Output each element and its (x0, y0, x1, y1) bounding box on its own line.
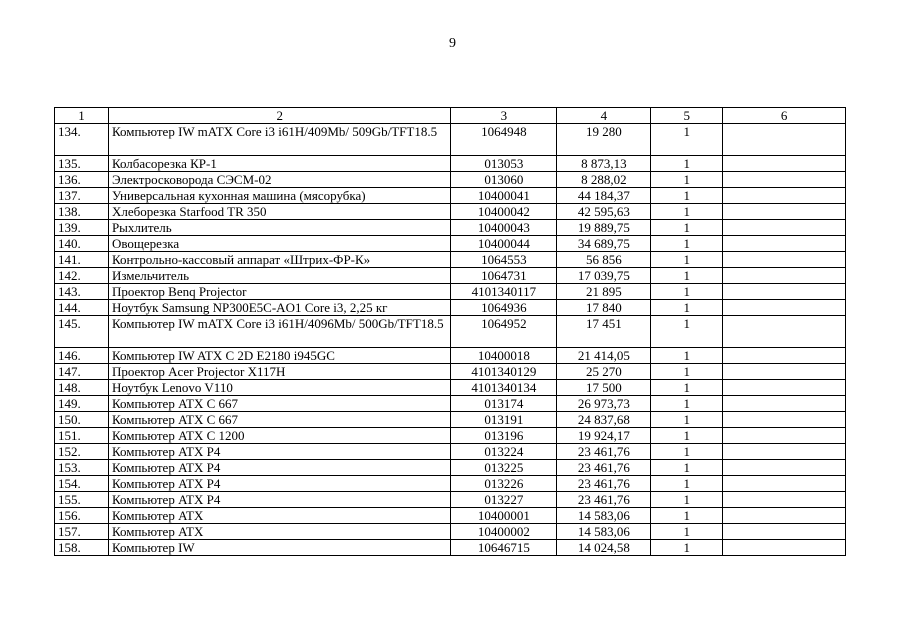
item-quantity: 1 (651, 204, 723, 220)
inventory-code: 4101340117 (451, 284, 557, 300)
row-number: 135. (55, 156, 109, 172)
inventory-code: 013226 (451, 476, 557, 492)
row-number: 146. (55, 348, 109, 364)
table-row (55, 364, 846, 380)
item-note (723, 220, 846, 236)
item-note (723, 348, 846, 364)
table-row (55, 428, 846, 444)
table-row (55, 252, 846, 268)
item-note (723, 508, 846, 524)
item-price: 19 889,75 (557, 220, 651, 236)
inventory-code: 013053 (451, 156, 557, 172)
table-header-row (55, 108, 846, 124)
table-row (55, 460, 846, 476)
item-note (723, 252, 846, 268)
table-row (55, 156, 846, 172)
inventory-code: 4101340134 (451, 380, 557, 396)
item-quantity: 1 (651, 428, 723, 444)
row-number: 145. (55, 316, 109, 348)
item-price: 19 924,17 (557, 428, 651, 444)
item-quantity: 1 (651, 524, 723, 540)
item-price: 21 414,05 (557, 348, 651, 364)
item-quantity: 1 (651, 268, 723, 284)
item-quantity: 1 (651, 348, 723, 364)
item-quantity: 1 (651, 492, 723, 508)
table-row (55, 396, 846, 412)
item-quantity: 1 (651, 300, 723, 316)
row-number: 140. (55, 236, 109, 252)
item-note (723, 428, 846, 444)
item-name: Компьютер ATX P4 (108, 460, 451, 476)
inventory-code: 10400043 (451, 220, 557, 236)
item-note (723, 380, 846, 396)
item-note (723, 172, 846, 188)
item-quantity: 1 (651, 412, 723, 428)
row-number: 153. (55, 460, 109, 476)
item-note (723, 268, 846, 284)
row-number: 148. (55, 380, 109, 396)
item-price: 8 288,02 (557, 172, 651, 188)
item-note (723, 124, 846, 156)
table-row (55, 204, 846, 220)
table-row (55, 524, 846, 540)
item-note (723, 476, 846, 492)
table-row (55, 188, 846, 204)
item-note (723, 284, 846, 300)
inventory-code: 013196 (451, 428, 557, 444)
item-note (723, 156, 846, 172)
inventory-code: 10400042 (451, 204, 557, 220)
item-quantity: 1 (651, 460, 723, 476)
item-note (723, 396, 846, 412)
table-row (55, 380, 846, 396)
table-row (55, 412, 846, 428)
item-name: Электросковорода СЭСМ-02 (108, 172, 451, 188)
item-name: Контрольно-кассовый аппарат «Штрих-ФР-К» (108, 252, 451, 268)
row-number: 151. (55, 428, 109, 444)
item-note (723, 204, 846, 220)
row-number: 143. (55, 284, 109, 300)
row-number: 137. (55, 188, 109, 204)
item-price: 14 583,06 (557, 508, 651, 524)
item-name: Компьютер IW (108, 540, 451, 556)
item-note (723, 412, 846, 428)
inventory-table (54, 107, 846, 556)
table-row (55, 348, 846, 364)
row-number: 136. (55, 172, 109, 188)
header-cell-3: 3 (451, 108, 557, 124)
item-quantity: 1 (651, 540, 723, 556)
item-name: Компьютер IW mATX Core i3 i61H/409Mb/ 509Gb/TFT18.5 (108, 124, 451, 156)
item-price: 17 500 (557, 380, 651, 396)
item-name: Овощерезка (108, 236, 451, 252)
header-cell-4: 4 (557, 108, 651, 124)
item-note (723, 540, 846, 556)
inventory-code: 1064952 (451, 316, 557, 348)
row-number: 156. (55, 508, 109, 524)
item-name: Компьютер ATX (108, 524, 451, 540)
item-price: 25 270 (557, 364, 651, 380)
header-cell-5: 5 (651, 108, 723, 124)
inventory-code: 10400002 (451, 524, 557, 540)
item-note (723, 524, 846, 540)
item-price: 23 461,76 (557, 492, 651, 508)
table-row (55, 284, 846, 300)
item-name: Рыхлитель (108, 220, 451, 236)
row-number: 155. (55, 492, 109, 508)
item-name: Компьютер IW ATX C 2D E2180 i945GC (108, 348, 451, 364)
item-quantity: 1 (651, 364, 723, 380)
table-row (55, 172, 846, 188)
item-name: Проектор Acer Projector X117H (108, 364, 451, 380)
item-name: Измельчитель (108, 268, 451, 284)
inventory-code: 10400001 (451, 508, 557, 524)
item-name: Компьютер ATX (108, 508, 451, 524)
item-price: 44 184,37 (557, 188, 651, 204)
inventory-code: 10400018 (451, 348, 557, 364)
item-quantity: 1 (651, 172, 723, 188)
item-price: 21 895 (557, 284, 651, 300)
item-name: Компьютер ATX P4 (108, 492, 451, 508)
table-row (55, 220, 846, 236)
row-number: 158. (55, 540, 109, 556)
item-price: 17 039,75 (557, 268, 651, 284)
item-quantity: 1 (651, 252, 723, 268)
item-note (723, 460, 846, 476)
table-body (55, 124, 846, 556)
inventory-code: 10400041 (451, 188, 557, 204)
item-note (723, 316, 846, 348)
inventory-code: 1064936 (451, 300, 557, 316)
inventory-code: 1064948 (451, 124, 557, 156)
item-name: Компьютер ATX P4 (108, 476, 451, 492)
item-price: 23 461,76 (557, 476, 651, 492)
row-number: 157. (55, 524, 109, 540)
item-name: Колбасорезка КР-1 (108, 156, 451, 172)
row-number: 150. (55, 412, 109, 428)
item-price: 56 856 (557, 252, 651, 268)
item-price: 17 840 (557, 300, 651, 316)
item-price: 17 451 (557, 316, 651, 348)
row-number: 134. (55, 124, 109, 156)
item-note (723, 492, 846, 508)
table-row (55, 508, 846, 524)
table-row (55, 492, 846, 508)
item-price: 26 973,73 (557, 396, 651, 412)
item-price: 23 461,76 (557, 444, 651, 460)
table-row (55, 268, 846, 284)
inventory-code: 10400044 (451, 236, 557, 252)
row-number: 147. (55, 364, 109, 380)
page-number: 9 (449, 36, 456, 51)
row-number: 154. (55, 476, 109, 492)
item-quantity: 1 (651, 396, 723, 412)
inventory-code: 013227 (451, 492, 557, 508)
table-row (55, 300, 846, 316)
row-number: 142. (55, 268, 109, 284)
table-row (55, 316, 846, 348)
item-price: 42 595,63 (557, 204, 651, 220)
item-quantity: 1 (651, 124, 723, 156)
table-row (55, 444, 846, 460)
inventory-code: 013174 (451, 396, 557, 412)
item-note (723, 300, 846, 316)
table-row (55, 124, 846, 156)
row-number: 152. (55, 444, 109, 460)
item-name: Проектор Benq Projector (108, 284, 451, 300)
item-name: Компьютер ATX C 667 (108, 396, 451, 412)
row-number: 139. (55, 220, 109, 236)
item-quantity: 1 (651, 316, 723, 348)
item-quantity: 1 (651, 156, 723, 172)
item-price: 8 873,13 (557, 156, 651, 172)
inventory-code: 1064731 (451, 268, 557, 284)
header-cell-1: 1 (55, 108, 109, 124)
item-name: Универсальная кухонная машина (мясорубка) (108, 188, 451, 204)
item-price: 24 837,68 (557, 412, 651, 428)
item-name: Ноутбук Lenovo V110 (108, 380, 451, 396)
header-cell-6: 6 (723, 108, 846, 124)
item-name: Компьютер ATX C 1200 (108, 428, 451, 444)
item-note (723, 364, 846, 380)
table-row (55, 236, 846, 252)
inventory-code: 1064553 (451, 252, 557, 268)
item-quantity: 1 (651, 444, 723, 460)
item-name: Хлеборезка Starfood TR 350 (108, 204, 451, 220)
inventory-code: 4101340129 (451, 364, 557, 380)
table-row (55, 540, 846, 556)
row-number: 144. (55, 300, 109, 316)
item-note (723, 236, 846, 252)
item-name: Компьютер IW mATX Core i3 i61H/4096Mb/ 500Gb/TFT18.5 (108, 316, 451, 348)
inventory-code: 013224 (451, 444, 557, 460)
inventory-code: 013060 (451, 172, 557, 188)
item-quantity: 1 (651, 508, 723, 524)
item-price: 14 024,58 (557, 540, 651, 556)
item-price: 14 583,06 (557, 524, 651, 540)
item-quantity: 1 (651, 476, 723, 492)
item-note (723, 444, 846, 460)
row-number: 149. (55, 396, 109, 412)
item-quantity: 1 (651, 236, 723, 252)
header-cell-2: 2 (108, 108, 451, 124)
inventory-code: 10646715 (451, 540, 557, 556)
item-note (723, 188, 846, 204)
item-price: 19 280 (557, 124, 651, 156)
item-quantity: 1 (651, 220, 723, 236)
inventory-code: 013225 (451, 460, 557, 476)
table-row (55, 476, 846, 492)
inventory-code: 013191 (451, 412, 557, 428)
item-quantity: 1 (651, 284, 723, 300)
item-price: 34 689,75 (557, 236, 651, 252)
item-name: Ноутбук Samsung NP300E5C-AO1 Core i3, 2,25 кг (108, 300, 451, 316)
item-price: 23 461,76 (557, 460, 651, 476)
item-quantity: 1 (651, 188, 723, 204)
item-quantity: 1 (651, 380, 723, 396)
item-name: Компьютер ATX C 667 (108, 412, 451, 428)
row-number: 138. (55, 204, 109, 220)
item-name: Компьютер ATX P4 (108, 444, 451, 460)
row-number: 141. (55, 252, 109, 268)
